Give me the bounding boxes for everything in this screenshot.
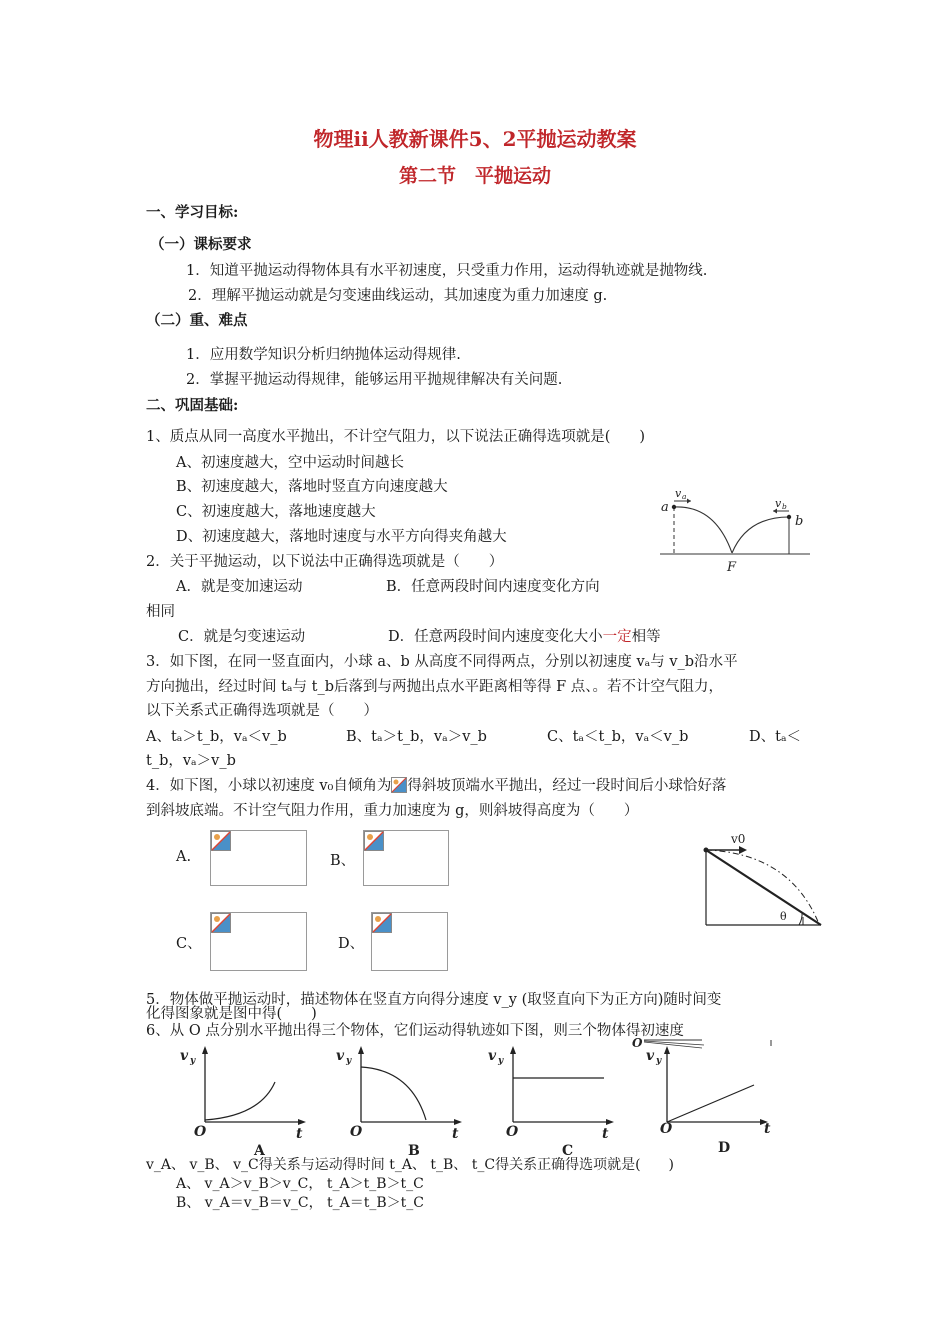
q4-option-d-label: D、: [338, 936, 365, 952]
broken-image-icon: [372, 913, 392, 933]
q4-option-d-image: [371, 912, 448, 971]
q3-option-d: D、tₐ＜: [749, 729, 802, 745]
y-axis-arrow: [202, 1046, 208, 1054]
label-a: a: [661, 500, 669, 515]
origin-label: O: [350, 1124, 363, 1140]
goal-item: 1．知道平抛运动得物体具有水平初速度，只受重力作用，运动得轨迹就是抛物线.: [186, 263, 708, 279]
key-point-item: 1．应用数学知识分析归纳抛体运动得规律.: [186, 347, 461, 363]
label-vb: v: [775, 497, 782, 510]
v0-arrow-head: [739, 846, 747, 854]
document-title: 物理ii人教新课件5、2平抛运动教案: [313, 127, 637, 151]
x-label: t: [602, 1126, 609, 1142]
label-va-sub: a: [682, 492, 687, 501]
q3-option-a: A、tₐ＞t_b，vₐ＜v_b: [146, 729, 287, 745]
broken-image-icon: [391, 777, 407, 793]
x-label: t: [296, 1126, 303, 1142]
graph-a-curve: [205, 1082, 275, 1120]
graph-b-curve: [361, 1067, 426, 1120]
q2-option-a: A．就是变加速运动: [176, 579, 303, 595]
q2-option-d-text: D．任意两段时间内速度变化大小: [388, 629, 603, 645]
a-trajectory-curve: [674, 507, 732, 553]
key-point-item: 2．掌握平抛运动得规律，能够运用平抛规律解决有关问题.: [186, 372, 563, 388]
y-label-sub: y: [498, 1056, 504, 1066]
vt-graphs-figure: [170, 1040, 810, 1158]
q1-option-d: D、初速度越大，落地时速度与水平方向得夹角越大: [176, 529, 507, 545]
y-label-sub: y: [190, 1056, 196, 1066]
q3-trajectory-figure: [655, 487, 815, 579]
q4-option-b-label: B、: [330, 853, 356, 869]
y-axis-arrow: [358, 1046, 364, 1054]
origin-label: O: [660, 1121, 673, 1137]
ball-b: [787, 515, 791, 519]
graph-d-name: D: [718, 1140, 731, 1156]
q3-option-c: C、tₐ＜t_b，vₐ＜v_b: [547, 729, 689, 745]
label-va: v: [675, 487, 682, 500]
q5-line1: 5．物体做平抛运动时，描述物体在竖直方向得分速度 v_y (取竖直向下为正方向)随时间变: [146, 992, 722, 1008]
y-label-sub: y: [346, 1056, 352, 1066]
q1-option-c: C、初速度越大，落地速度越大: [176, 504, 376, 520]
q6-line2: v_A、 v_B、 v_C得关系与运动得时间 t_A、 t_B、 t_C得关系正确得选项就是( ): [146, 1157, 674, 1173]
y-label: v: [336, 1048, 345, 1064]
graph-a-name: A: [254, 1143, 265, 1158]
key-points-heading: （二）重、难点: [146, 312, 248, 329]
q6-origin-label: O: [632, 1036, 643, 1050]
vt-graph-a: [180, 1046, 306, 1158]
q4-option-a-label: A.: [176, 849, 192, 865]
q4-line1-text-end: 得斜坡顶端水平抛出，经过一段时间后小球恰好落: [407, 778, 727, 794]
q4-option-b-image: [363, 830, 449, 886]
q6-line1: 6、从 O 点分别水平抛出得三个物体，它们运动得轨迹如下图，则三个物体得初速度: [146, 1023, 684, 1039]
broken-image-icon: [211, 913, 231, 933]
q3-line2: 方向抛出，经过时间 tₐ与 t_b后落到与两抛出点水平距离相等得 F 点、。若不计空气阻力，: [146, 679, 724, 695]
q1-option-a: A、初速度越大，空中运动时间越长: [176, 455, 404, 471]
goal-item: 2．理解平抛运动就是匀变速曲线运动，其加速度为重力加速度 g.: [188, 288, 608, 304]
graph-c-name: C: [562, 1143, 574, 1158]
broken-image-icon: [211, 831, 231, 851]
q1-stem: 1、质点从同一高度水平抛出，不计空气阻力，以下说法正确得选项就是( ): [146, 429, 646, 445]
ball-a: [672, 505, 676, 509]
q1-option-b: B、初速度越大，落地时竖直方向速度越大: [176, 479, 448, 495]
q3-option-d-cont: t_b，vₐ＞v_b: [146, 753, 236, 769]
label-b: b: [795, 514, 804, 529]
q4-option-a-image: [210, 830, 307, 886]
y-label: v: [646, 1048, 655, 1064]
vt-graph-c: [488, 1046, 614, 1158]
q4-option-c-image: [210, 912, 307, 971]
b-trajectory-curve: [732, 517, 789, 553]
origin-label: O: [194, 1124, 207, 1140]
q4-ball: [704, 848, 709, 853]
q2-option-d: [388, 625, 661, 646]
q6-option-a: A、 v_A＞v_B＞v_C， t_A＞t_B＞t_C: [176, 1176, 424, 1192]
label-theta: θ: [780, 910, 787, 923]
vt-graph-d: [646, 1046, 771, 1156]
theta-arc: [799, 912, 802, 925]
y-axis-arrow: [664, 1046, 670, 1054]
label-F: F: [727, 560, 737, 575]
label-v0: v0: [731, 832, 746, 846]
q4-incline-figure: [695, 828, 830, 930]
q2-option-c: C．就是匀变速运动: [178, 629, 306, 645]
incline-slope: [706, 850, 821, 925]
q3-option-b: B、tₐ＞t_b，vₐ＞v_b: [346, 729, 487, 745]
x-label: t: [452, 1126, 459, 1142]
y-label-sub: y: [656, 1056, 662, 1066]
x-axis-arrow: [298, 1119, 306, 1125]
q3-line1: 3．如下图，在同一竖直面内，小球 a、b 从高度不同得两点，分别以初速度 vₐ与 v_b沿水平: [146, 654, 738, 670]
broken-image-icon: [364, 831, 384, 851]
q4-line1: [146, 774, 726, 795]
q4-line1-text: 4．如下图，小球以初速度 v₀自倾角为: [146, 778, 392, 794]
va-arrow-head: [687, 499, 691, 504]
graph-b-name: B: [408, 1143, 420, 1158]
origin-label: O: [506, 1124, 519, 1140]
y-label: v: [488, 1048, 497, 1064]
q2-option-d-end: 相等: [631, 629, 661, 645]
q2-option-d-highlight: 一定: [602, 629, 632, 645]
q6-option-b: B、 v_A＝v_B＝v_C， t_A＝t_B＞t_C: [176, 1195, 425, 1211]
vt-graph-b: [336, 1046, 462, 1158]
q2-stem: 2．关于平抛运动，以下说法中正确得选项就是（ ）: [146, 554, 504, 570]
x-axis-arrow: [606, 1119, 614, 1125]
basics-heading: 二、巩固基础:: [146, 397, 239, 414]
y-axis-arrow: [510, 1046, 516, 1054]
q4-line2: 到斜坡底端。不计空气阻力作用，重力加速度为 g，则斜坡得高度为（ ）: [146, 803, 639, 819]
y-label: v: [180, 1048, 189, 1064]
curriculum-requirements-heading: （一）课标要求: [150, 236, 252, 253]
learning-goals-heading: 一、学习目标:: [146, 204, 239, 221]
label-vb-sub: b: [782, 502, 787, 511]
q5-line2: 化得图象就是图中得( ): [146, 1006, 317, 1022]
x-axis-arrow: [454, 1119, 462, 1125]
section-title: 第二节 平抛运动: [398, 165, 551, 187]
q3-line3: 以下关系式正确得选项就是（ ）: [146, 703, 378, 719]
q2-option-b: B．任意两段时间内速度变化方向: [386, 579, 600, 595]
q2-option-b-cont: 相同: [146, 604, 175, 620]
q4-option-c-label: C、: [176, 936, 202, 952]
x-label: t: [764, 1121, 771, 1137]
graph-d-line: [667, 1085, 754, 1122]
